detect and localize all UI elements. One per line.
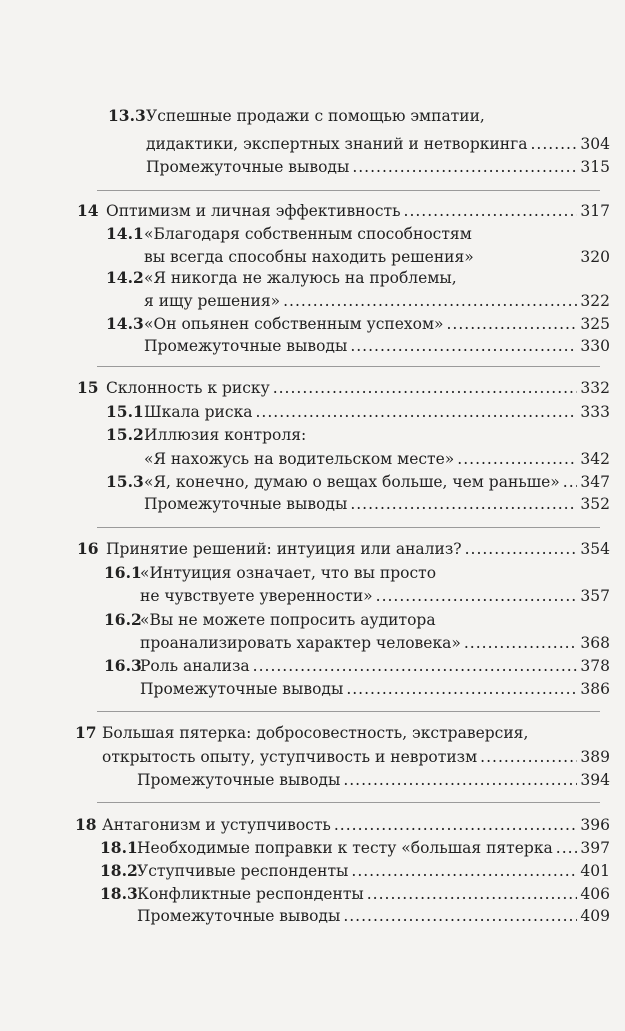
section-number: 16.2 <box>104 610 142 629</box>
chapter-number: 17 <box>75 723 97 742</box>
toc-entry[interactable] <box>137 838 610 858</box>
section-title-line: Успешные продажи с помощью эмпатии, <box>146 107 485 125</box>
leader-dots <box>465 539 578 559</box>
toc-entry[interactable] <box>144 314 610 334</box>
page-number: 330 <box>580 337 610 355</box>
page-number: 406 <box>580 885 610 903</box>
leader-dots <box>343 770 577 790</box>
section-title: «Я, конечно, думаю о вещах больше, чем раньше» <box>144 473 560 491</box>
toc-entry[interactable] <box>146 134 610 154</box>
section-title-line: вы всегда способны находить решения» <box>144 248 474 266</box>
toc-entry[interactable] <box>106 378 610 398</box>
chapter-title: Принятие решений: интуиция или анализ? <box>106 540 462 558</box>
summary-title: Промежуточные выводы <box>137 907 341 925</box>
section-title-line: «Интуиция означает, что вы просто <box>140 564 437 582</box>
section-number: 18.2 <box>100 861 138 880</box>
page-number: 368 <box>580 634 610 652</box>
page-number: 320 <box>580 248 610 266</box>
leader-dots <box>350 494 577 514</box>
leader-dots <box>253 656 578 676</box>
summary-title: Промежуточные выводы <box>146 158 350 176</box>
section-title-line: проанализировать характер человека» <box>140 634 461 652</box>
chapter-number: 14 <box>77 201 99 220</box>
page-number: 332 <box>580 379 610 397</box>
page-number: 347 <box>580 473 610 491</box>
summary-title: Промежуточные выводы <box>140 680 344 698</box>
toc-entry[interactable] <box>144 472 610 492</box>
page-number: 409 <box>580 907 610 925</box>
divider <box>97 366 600 367</box>
section-number: 15.2 <box>106 425 144 444</box>
toc-entry[interactable] <box>106 539 610 559</box>
chapter-title: Антагонизм и уступчивость <box>102 816 331 834</box>
page-number: 386 <box>580 680 610 698</box>
divider <box>97 711 600 712</box>
section-title-line: дидактики, экспертных знаний и нетворкинга <box>146 135 528 153</box>
leader-dots <box>563 472 578 492</box>
leader-dots <box>530 134 577 154</box>
section-title-line: «Я нахожусь на водительском месте» <box>144 450 455 468</box>
divider <box>97 527 600 528</box>
section-title-line: Иллюзия контроля: <box>144 426 307 444</box>
section-title: «Он опьянен собственным успехом» <box>144 315 444 333</box>
section-number: 18.1 <box>100 838 138 857</box>
section-number: 14.1 <box>106 224 144 243</box>
leader-dots <box>457 449 577 469</box>
page-number: 304 <box>580 135 610 153</box>
toc-entry[interactable] <box>137 861 610 881</box>
toc-entry[interactable] <box>140 586 610 606</box>
toc-entry[interactable] <box>144 449 610 469</box>
section-number: 14.2 <box>106 268 144 287</box>
page-number: 357 <box>580 587 610 605</box>
summary-title: Промежуточные выводы <box>144 337 348 355</box>
section-title: Роль анализа <box>140 657 250 675</box>
divider <box>97 802 600 803</box>
leader-dots <box>283 291 577 311</box>
toc-entry[interactable] <box>140 656 610 676</box>
page-number: 378 <box>580 657 610 675</box>
page-number: 401 <box>580 862 610 880</box>
toc-entry[interactable] <box>144 247 610 267</box>
toc-entry[interactable] <box>140 679 610 699</box>
page-number: 322 <box>580 292 610 310</box>
leader-dots <box>556 838 578 858</box>
leader-dots <box>480 747 577 767</box>
leader-dots <box>404 201 578 221</box>
summary-title: Промежуточные выводы <box>137 771 341 789</box>
section-number: 13.3 <box>108 106 146 125</box>
section-title-line: «Вы не можете попросить аудитора <box>140 611 436 629</box>
page-number: 315 <box>580 158 610 176</box>
section-number: 16.1 <box>104 563 142 582</box>
section-title-line: не чувствуете уверенности» <box>140 587 373 605</box>
page-number: 396 <box>580 816 610 834</box>
leader-dots <box>346 679 577 699</box>
section-title: Необходимые поправки к тесту «большая пятерка <box>137 839 553 857</box>
summary-title: Промежуточные выводы <box>144 495 348 513</box>
section-number: 14.3 <box>106 314 144 333</box>
chapter-title: Склонность к риску <box>106 379 270 397</box>
leader-dots <box>273 378 578 398</box>
leader-dots <box>464 633 578 653</box>
page-number: 394 <box>580 771 610 789</box>
section-title-line: я ищу решения» <box>144 292 281 310</box>
chapter-title: Оптимизм и личная эффективность <box>106 202 401 220</box>
leader-dots <box>351 861 577 881</box>
page-number: 317 <box>580 202 610 220</box>
leader-dots <box>334 815 578 835</box>
leader-dots <box>352 157 577 177</box>
toc-entry[interactable] <box>137 884 610 904</box>
section-number: 15.3 <box>106 472 144 491</box>
page-number: 354 <box>580 540 610 558</box>
section-title-line: «Благодаря собственным способностям <box>144 225 472 243</box>
leader-dots <box>343 906 577 926</box>
toc-entry[interactable] <box>144 291 610 311</box>
chapter-number: 16 <box>77 539 99 558</box>
section-number: 15.1 <box>106 402 144 421</box>
leader-dots <box>447 314 578 334</box>
chapter-title-line: открытость опыту, уступчивость и невротизм <box>102 748 478 766</box>
toc-entry[interactable] <box>106 201 610 221</box>
toc-entry[interactable] <box>140 633 610 653</box>
page-number: 397 <box>580 839 610 857</box>
leader-dots <box>376 586 578 606</box>
page-number: 352 <box>580 495 610 513</box>
section-title-line: «Я никогда не жалуюсь на проблемы, <box>144 269 457 287</box>
page-number: 389 <box>580 748 610 766</box>
toc-entry[interactable] <box>102 747 610 767</box>
toc-entry[interactable] <box>146 157 610 177</box>
toc-entry[interactable] <box>137 770 610 790</box>
divider <box>97 190 600 191</box>
leader-dots <box>350 336 577 356</box>
page-number: 325 <box>580 315 610 333</box>
section-title: Шкала риска <box>144 403 253 421</box>
leader-dots <box>367 884 578 904</box>
toc-entry[interactable] <box>144 402 610 422</box>
chapter-title-line: Большая пятерка: добросовестность, экстраверсия, <box>102 724 529 742</box>
chapter-number: 18 <box>75 815 97 834</box>
toc-entry[interactable] <box>102 815 610 835</box>
toc-entry[interactable] <box>137 906 610 926</box>
toc-entry[interactable] <box>144 494 610 514</box>
page-number: 342 <box>580 450 610 468</box>
section-title: Конфликтные респонденты <box>137 885 364 903</box>
leader-dots <box>256 402 578 422</box>
section-number: 16.3 <box>104 656 142 675</box>
chapter-number: 15 <box>77 378 99 397</box>
section-number: 18.3 <box>100 884 138 903</box>
toc-entry[interactable] <box>144 336 610 356</box>
section-title: Уступчивые респонденты <box>137 862 349 880</box>
page-number: 333 <box>580 403 610 421</box>
